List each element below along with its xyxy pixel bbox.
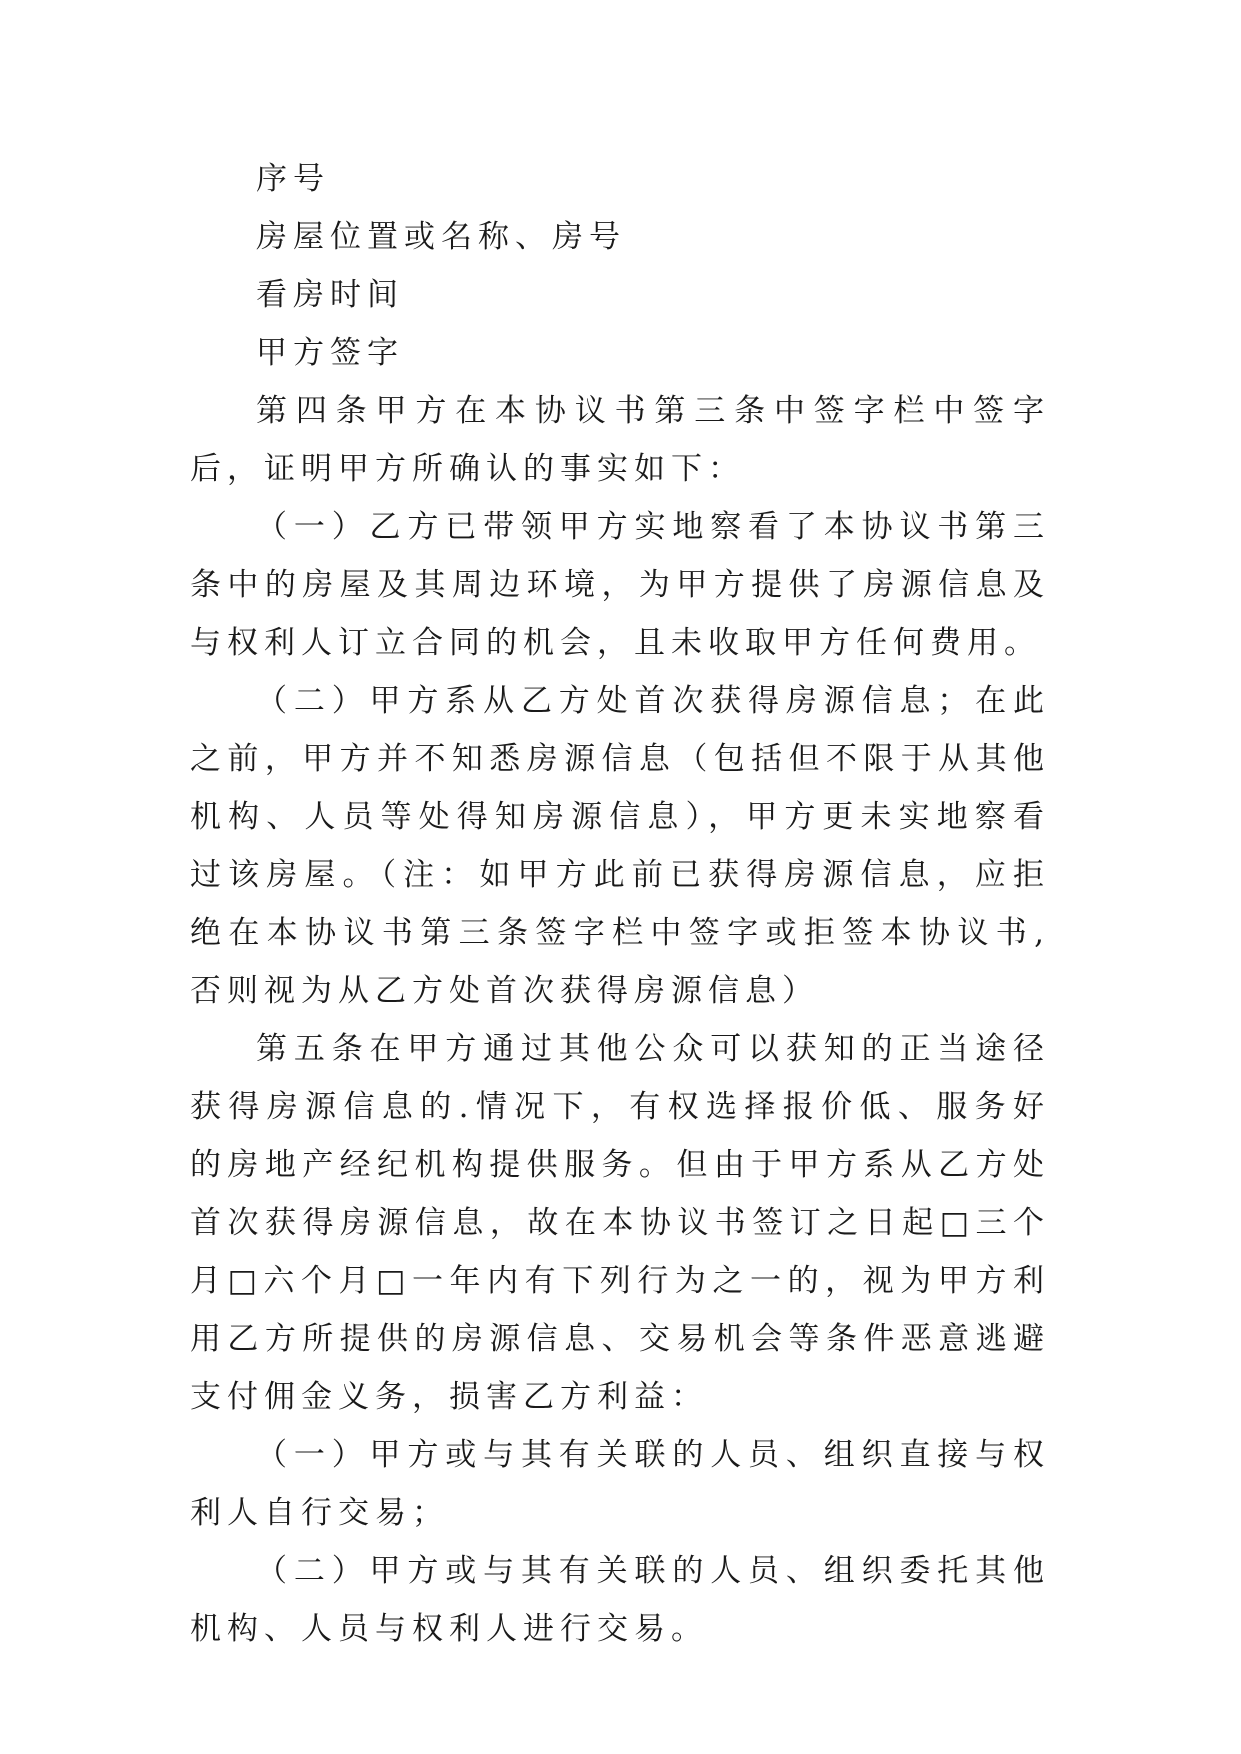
table-label-signature: 甲方签字 bbox=[256, 335, 404, 371]
table-label-location: 房屋位置或名称、房号 bbox=[256, 219, 626, 255]
table-label-viewing-time: 看房时间 bbox=[256, 277, 404, 313]
article-four-item-two: （二）甲方系从乙方处首次获得房源信息；在此之前，甲方并不知悉房源信息（包括但不限于从其他机构、人员等处得知房源信息），甲方更未实地察看过该房屋。（注：如甲方此前已获得房源信息，应拒绝在本协议书第三条签字栏中签字或拒签本协议书,否则视为从乙方处首次获得房源信息） bbox=[190, 683, 1050, 1009]
table-label-serial: 序号 bbox=[256, 161, 330, 197]
article-five-item-two: （二）甲方或与其有关联的人员、组织委托其他机构、人员与权利人进行交易。 bbox=[190, 1553, 1050, 1647]
article-four-paragraph: 第四条甲方在本协议书第三条中签字栏中签字后，证明甲方所确认的事实如下： bbox=[190, 393, 1050, 487]
article-four-item-one: （一）乙方已带领甲方实地察看了本协议书第三条中的房屋及其周边环境，为甲方提供了房源信息及与权利人订立合同的机会，且未收取甲方任何费用。 bbox=[190, 509, 1050, 661]
document-body bbox=[190, 150, 1050, 1658]
article-five-item-one: （一）甲方或与其有关联的人员、组织直接与权利人自行交易； bbox=[190, 1437, 1050, 1531]
article-five-paragraph: 第五条在甲方通过其他公众可以获知的正当途径获得房源信息的.情况下，有权选择报价低、服务好的房地产经纪机构提供服务。但由于甲方系从乙方处首次获得房源信息，故在本协议书签订之日起□三个月□六个月□一年内有下列行为之一的，视为甲方利用乙方所提供的房源信息、交易机会等条件恶意逃避支付佣金义务，损害乙方利益： bbox=[190, 1031, 1050, 1415]
